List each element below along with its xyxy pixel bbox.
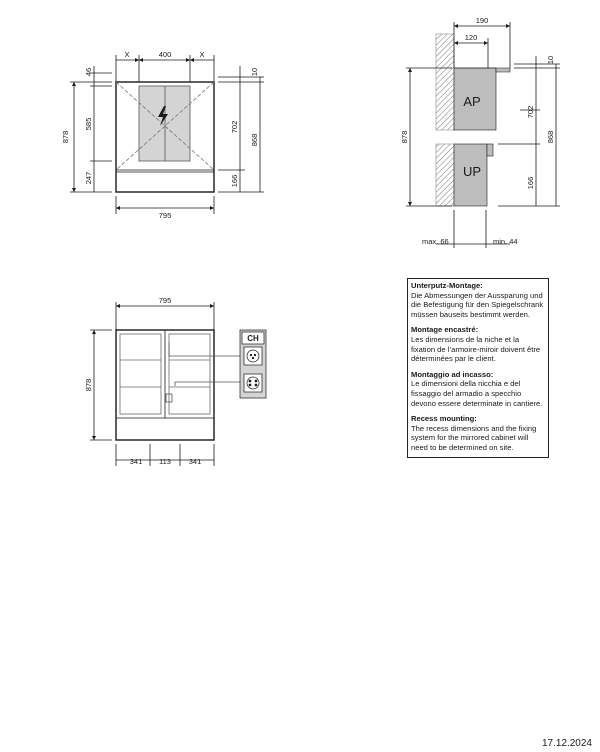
dim-min-offset: min. 44: [493, 237, 518, 246]
dim-max-offset: max. 66: [422, 237, 449, 246]
dim-left-segment: 341: [129, 457, 143, 466]
dim-bottom-width: 795: [158, 296, 172, 305]
dim-side-top: 10: [546, 55, 555, 65]
dim-side-mid-height: 702: [526, 105, 535, 119]
note-title: Montage encastré:: [411, 325, 479, 335]
dim-side-bottom-height: 166: [526, 176, 535, 190]
dim-top-offset: 46: [84, 67, 93, 77]
note-de: [411, 281, 545, 319]
note-it: [411, 370, 545, 408]
dim-bottom-height: 166: [230, 174, 239, 188]
label-up: UP: [462, 164, 482, 179]
dim-width: 795: [158, 211, 172, 220]
mounting-notes: [407, 278, 549, 458]
label-ap: AP: [463, 94, 481, 109]
note-body: Les dimensions de la niche et la fixation de l’armoire-miroir doivent être déterminées par le client.: [411, 334, 541, 364]
side-view: [436, 34, 510, 206]
dim-side-cabinet-height: 868: [546, 130, 555, 144]
dim-right-segment: 341: [188, 457, 202, 466]
dim-depth-total: 190: [475, 16, 489, 25]
note-fr: [411, 325, 545, 363]
dim-x-left: X: [124, 50, 130, 59]
socket-label: CH: [247, 334, 259, 343]
bottom-arrows: [92, 304, 214, 440]
note-body: Le dimensioni della nicchia e del fissaggio del armadio a specchio devono essere determinate in cantiere.: [411, 379, 543, 408]
note-body: The recess dimensions and the fixing system for the mirrored cabinet will need to be determined on site.: [411, 423, 537, 452]
dim-x-right: X: [199, 50, 205, 59]
dim-lower-height: 247: [84, 171, 93, 185]
dim-cabinet-height: 868: [250, 133, 259, 147]
dim-middle-segment: 113: [159, 457, 171, 466]
note-title: Recess mounting:: [411, 414, 477, 424]
dim-recess-height: 585: [84, 117, 93, 131]
side-dims: [406, 22, 560, 248]
dim-side-total-height: 878: [400, 130, 409, 144]
front-recess: [139, 86, 190, 161]
note-en: [411, 414, 545, 452]
note-body: Die Abmessungen der Aussparung und die Befestigung für den Spiegelschrank müssen bauseits bestimmt werden.: [411, 290, 544, 319]
dim-bottom-height: 878: [84, 378, 93, 392]
wall-lower: [436, 144, 454, 206]
dim-total-height: 878: [61, 130, 70, 144]
document-date: 17.12.2024: [541, 738, 592, 749]
dim-top-gap: 10: [250, 67, 259, 77]
wall-upper: [436, 34, 454, 130]
dim-depth-recess: 120: [464, 33, 478, 42]
dim-mid-height: 702: [230, 120, 239, 134]
front-view: [70, 55, 264, 214]
note-title: Unterputz-Montage:: [411, 281, 483, 290]
dim-center-width: 400: [158, 50, 172, 59]
note-title: Montaggio ad incasso:: [411, 369, 494, 379]
bottom-view: [90, 302, 240, 466]
